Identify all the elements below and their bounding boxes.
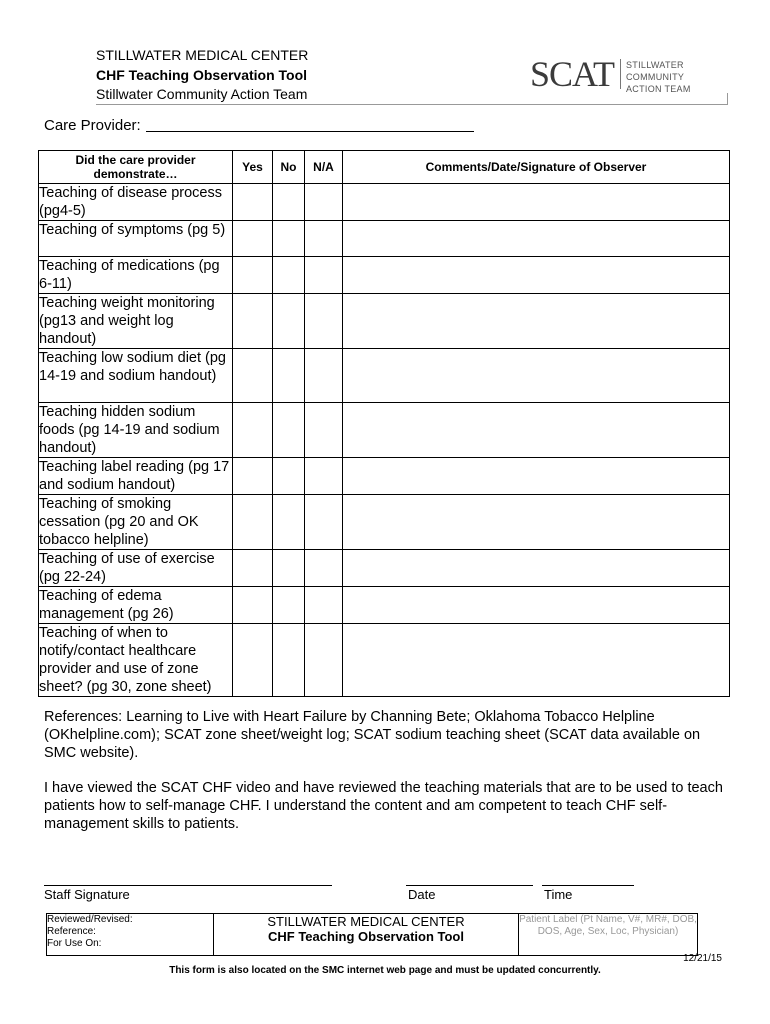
footer-org: STILLWATER MEDICAL CENTER bbox=[267, 914, 465, 929]
no-cell[interactable] bbox=[273, 221, 305, 257]
header-rule bbox=[96, 104, 728, 105]
logo-wordmark: SCAT bbox=[530, 54, 615, 94]
time-label: Time bbox=[544, 887, 573, 902]
logo-divider bbox=[620, 59, 621, 89]
comments-cell[interactable] bbox=[343, 349, 730, 403]
footer-box bbox=[46, 913, 698, 956]
row-item-label: Teaching weight monitoring (pg13 and weight log handout) bbox=[39, 294, 233, 349]
date-label: Date bbox=[408, 887, 436, 902]
na-cell[interactable] bbox=[305, 349, 343, 403]
no-cell[interactable] bbox=[273, 624, 305, 697]
table-row bbox=[39, 458, 730, 495]
header-comments: Comments/Date/Signature of Observer bbox=[343, 151, 730, 184]
yes-cell[interactable] bbox=[233, 403, 273, 458]
date-field[interactable] bbox=[406, 885, 533, 886]
na-cell[interactable] bbox=[305, 403, 343, 458]
patient-label-area: Patient Label (Pt Name, V#, MR#, DOB, DOS, Age, Sex, Loc, Physician) bbox=[519, 914, 698, 956]
comments-cell[interactable] bbox=[343, 624, 730, 697]
yes-cell[interactable] bbox=[233, 221, 273, 257]
row-item-label: Teaching of symptoms (pg 5) bbox=[39, 221, 233, 257]
row-item-label: Teaching of medications (pg 6-11) bbox=[39, 257, 233, 294]
no-cell[interactable] bbox=[273, 184, 305, 221]
scat-logo bbox=[528, 53, 724, 95]
table-row bbox=[39, 403, 730, 458]
table-row bbox=[39, 257, 730, 294]
competency-statement: I have viewed the SCAT CHF video and have reviewed the teaching materials that are to be used to teach patients how to self-manage CHF. I understand the content and am competent to teach CHF self-management skills to patients. bbox=[44, 780, 723, 832]
comments-cell[interactable] bbox=[343, 221, 730, 257]
table-row bbox=[39, 624, 730, 697]
header-rule-tick bbox=[727, 93, 728, 105]
observation-table bbox=[38, 150, 730, 697]
logo-subtitle-line2: ACTION TEAM bbox=[626, 84, 691, 94]
table-row bbox=[39, 221, 730, 257]
no-cell[interactable] bbox=[273, 587, 305, 624]
table-row bbox=[39, 184, 730, 221]
na-cell[interactable] bbox=[305, 257, 343, 294]
comments-cell[interactable] bbox=[343, 495, 730, 550]
yes-cell[interactable] bbox=[233, 184, 273, 221]
footer-title-block bbox=[214, 914, 519, 956]
header-team: Stillwater Community Action Team bbox=[96, 86, 308, 102]
no-cell[interactable] bbox=[273, 294, 305, 349]
form-title: CHF Teaching Observation Tool bbox=[96, 67, 308, 83]
reviewed-label: Reviewed/Revised: bbox=[47, 914, 133, 925]
comments-cell[interactable] bbox=[343, 294, 730, 349]
care-provider-label: Care Provider: bbox=[44, 117, 141, 134]
no-cell[interactable] bbox=[273, 403, 305, 458]
na-cell[interactable] bbox=[305, 294, 343, 349]
header-no: No bbox=[273, 151, 305, 184]
row-item-label: Teaching hidden sodium foods (pg 14-19 and sodium handout) bbox=[39, 403, 233, 458]
comments-cell[interactable] bbox=[343, 403, 730, 458]
comments-cell[interactable] bbox=[343, 587, 730, 624]
header-demonstrate: Did the care provider demonstrate… bbox=[39, 151, 233, 184]
no-cell[interactable] bbox=[273, 349, 305, 403]
row-item-label: Teaching of disease process (pg4-5) bbox=[39, 184, 233, 221]
yes-cell[interactable] bbox=[233, 349, 273, 403]
no-cell[interactable] bbox=[273, 458, 305, 495]
table-row bbox=[39, 349, 730, 403]
for-use-on-label: For Use On: bbox=[47, 938, 102, 949]
footer-note: This form is also located on the SMC internet web page and must be updated concurrently. bbox=[169, 965, 601, 976]
logo-subtitle bbox=[626, 59, 724, 95]
row-item-label: Teaching of smoking cessation (pg 20 and OK tobacco helpline) bbox=[39, 495, 233, 550]
footer-revision-info bbox=[47, 914, 214, 956]
yes-cell[interactable] bbox=[233, 587, 273, 624]
references-text: References: Learning to Live with Heart Failure by Channing Bete; Oklahoma Tobacco Helpline (OKhelpline.com); SCAT zone sheet/weight log; SCAT sodium teaching sheet (SCAT data available on SMC website). bbox=[44, 709, 701, 761]
no-cell[interactable] bbox=[273, 257, 305, 294]
care-provider-field[interactable] bbox=[146, 131, 474, 132]
row-item-label: Teaching of edema management (pg 26) bbox=[39, 587, 233, 624]
no-cell[interactable] bbox=[273, 495, 305, 550]
table-row bbox=[39, 495, 730, 550]
header-yes: Yes bbox=[233, 151, 273, 184]
comments-cell[interactable] bbox=[343, 257, 730, 294]
comments-cell[interactable] bbox=[343, 550, 730, 587]
no-cell[interactable] bbox=[273, 550, 305, 587]
na-cell[interactable] bbox=[305, 184, 343, 221]
na-cell[interactable] bbox=[305, 587, 343, 624]
yes-cell[interactable] bbox=[233, 257, 273, 294]
yes-cell[interactable] bbox=[233, 624, 273, 697]
na-cell[interactable] bbox=[305, 458, 343, 495]
logo-subtitle-line1: STILLWATER COMMUNITY bbox=[626, 60, 685, 82]
na-cell[interactable] bbox=[305, 221, 343, 257]
na-cell[interactable] bbox=[305, 495, 343, 550]
staff-signature-field[interactable] bbox=[44, 885, 332, 886]
revision-date: 12/21/15 bbox=[683, 953, 722, 964]
table-header-row bbox=[39, 151, 730, 184]
comments-cell[interactable] bbox=[343, 458, 730, 495]
staff-signature-label: Staff Signature bbox=[44, 887, 130, 902]
yes-cell[interactable] bbox=[233, 294, 273, 349]
table-row bbox=[39, 550, 730, 587]
yes-cell[interactable] bbox=[233, 550, 273, 587]
header-na: N/A bbox=[305, 151, 343, 184]
comments-cell[interactable] bbox=[343, 184, 730, 221]
time-field[interactable] bbox=[542, 885, 634, 886]
row-item-label: Teaching of when to notify/contact healthcare provider and use of zone sheet? (pg 30, zone sheet) bbox=[39, 624, 233, 697]
yes-cell[interactable] bbox=[233, 495, 273, 550]
na-cell[interactable] bbox=[305, 624, 343, 697]
na-cell[interactable] bbox=[305, 550, 343, 587]
reference-label: Reference: bbox=[47, 926, 96, 937]
yes-cell[interactable] bbox=[233, 458, 273, 495]
table-row bbox=[39, 294, 730, 349]
row-item-label: Teaching label reading (pg 17 and sodium handout) bbox=[39, 458, 233, 495]
row-item-label: Teaching of use of exercise (pg 22-24) bbox=[39, 550, 233, 587]
header-org: STILLWATER MEDICAL CENTER bbox=[96, 47, 309, 63]
footer-title: CHF Teaching Observation Tool bbox=[268, 929, 464, 944]
row-item-label: Teaching low sodium diet (pg 14-19 and sodium handout) bbox=[39, 349, 233, 403]
table-row bbox=[39, 587, 730, 624]
